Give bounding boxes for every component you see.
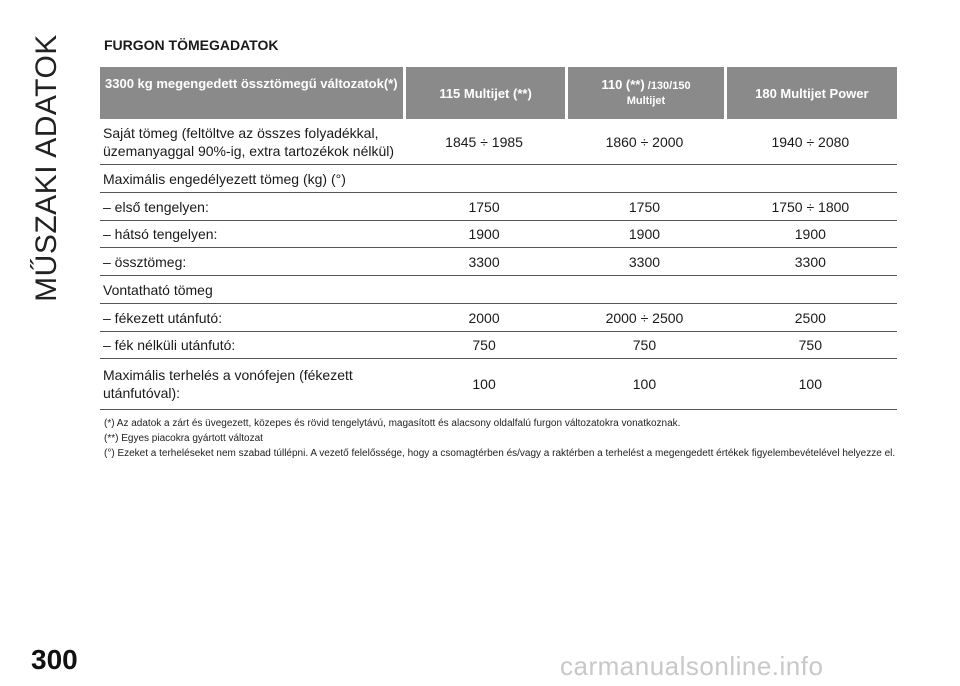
footnotes	[104, 416, 904, 461]
header-180-multijet-power: 180 Multijet Power	[727, 67, 897, 119]
table-row	[100, 165, 897, 193]
cell-110: 3300	[628, 253, 661, 270]
table-row	[100, 193, 897, 221]
cell-110: 2000 ÷ 2500	[605, 309, 684, 326]
row-label: – össztömeg:	[103, 253, 187, 270]
table-header	[100, 67, 897, 119]
header-110-line2: Multijet	[626, 95, 666, 107]
cell-180: 1750 ÷ 1800	[771, 198, 850, 215]
row-label: Maximális engedélyezett tömeg (kg) (°)	[103, 170, 346, 187]
cell-180: 750	[798, 337, 822, 353]
footnote: (**) Egyes piacokra gyártott változat	[104, 433, 263, 444]
section-title: FURGON TÖMEGADATOK	[104, 37, 279, 53]
cell-180: 1940 ÷ 2080	[771, 133, 850, 150]
table-row	[100, 119, 897, 165]
cell-180: 2500	[794, 309, 826, 326]
header-110-line1: 110 (**) /130/150	[601, 77, 691, 92]
table-row	[100, 332, 897, 359]
cell-115: 1750	[468, 198, 500, 215]
footnote: (°) Ezeket a terheléseket nem szabad túllépni. A vezető felelőssége, hogy a csomagtérben és/vagy a raktérben a terhelést a megengedett értékek figyelembevételével helyezze el.	[104, 448, 896, 459]
cell-115: 3300	[468, 253, 500, 270]
table-row	[100, 304, 897, 332]
row-label: Vontatható tömeg	[103, 281, 213, 298]
row-label: Maximális terhelés a vonófejen (fékezett utánfutóval):	[103, 367, 353, 401]
row-label: – fék nélküli utánfutó:	[103, 337, 236, 353]
side-section-title: MŰSZAKI ADATOK	[30, 34, 63, 302]
cell-115: 750	[472, 337, 496, 353]
header-115-multijet: 115 Multijet (**)	[406, 67, 565, 119]
cell-115: 1900	[468, 226, 500, 242]
cell-110: 1900	[628, 226, 661, 242]
page-number: 300	[31, 644, 78, 675]
cell-180: 3300	[794, 253, 826, 270]
header-110-130-150-multijet	[568, 67, 723, 119]
mass-data-table	[100, 67, 897, 410]
cell-110: 750	[632, 337, 657, 353]
cell-115: 1845 ÷ 1985	[445, 133, 523, 150]
cell-115: 2000	[468, 309, 500, 326]
cell-180: 1900	[794, 226, 826, 242]
cell-180: 100	[798, 376, 822, 392]
cell-110: 1860 ÷ 2000	[605, 133, 684, 150]
row-label: – hátsó tengelyen:	[103, 226, 218, 242]
table-row	[100, 248, 897, 276]
header-variant: 3300 kg megengedett össztömegű változatok(*)	[100, 67, 403, 119]
table-row	[100, 221, 897, 248]
footnote: (*) Az adatok a zárt és üvegezett, közepes és rövid tengelytávú, magasított és alacsony oldalfalú furgon változatokra vonatkoznak.	[104, 418, 681, 429]
cell-115: 100	[472, 376, 496, 392]
row-label: Saját tömeg (feltöltve az összes folyadékkal, üzemanyaggal 90%-ig, extra tartozékok nélkül)	[103, 124, 395, 159]
watermark: carmanualsonline.info	[560, 651, 824, 681]
row-label: – első tengelyen:	[103, 198, 209, 215]
cell-110: 100	[632, 376, 657, 392]
table-row	[100, 276, 897, 304]
table-row	[100, 359, 897, 410]
row-label: – fékezett utánfutó:	[103, 309, 223, 326]
cell-110: 1750	[628, 198, 661, 215]
